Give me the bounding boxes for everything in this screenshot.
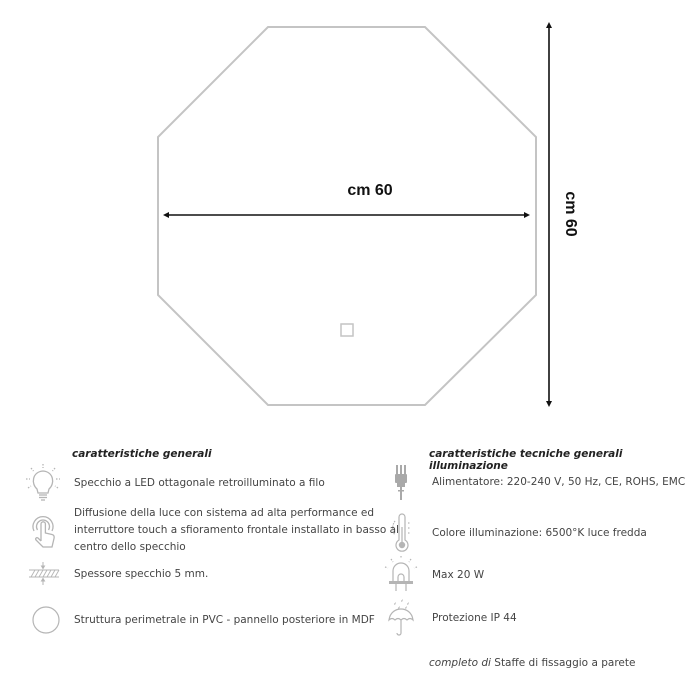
spec-ip-protection xyxy=(381,598,517,638)
included-accessories-note xyxy=(429,657,635,669)
feature-structure xyxy=(23,600,375,640)
touch-switch-square xyxy=(341,324,353,336)
plug-icon xyxy=(381,462,421,502)
spec-text: Protezione IP 44 xyxy=(432,611,517,624)
included-text: Staffe di fissaggio a parete xyxy=(490,657,636,669)
height-arrow xyxy=(546,22,552,407)
feature-text-line: interruttore touch a sfioramento frontale installato in basso al xyxy=(74,524,399,536)
feature-text-line: Diffusione della luce con sistema ad alta performance ed xyxy=(74,507,375,519)
included-label: completo di xyxy=(429,657,491,669)
width-dimension-label: cm 60 xyxy=(347,182,393,199)
umbrella-rain-icon xyxy=(381,598,421,638)
feature-touch-switch xyxy=(23,505,399,556)
thermometer-icon xyxy=(381,513,421,553)
spec-max-power xyxy=(381,555,484,595)
touch-icon xyxy=(23,511,63,551)
octagon-outline xyxy=(158,27,536,405)
feature-text: Struttura perimetrale in PVC - pannello posteriore in MDF xyxy=(74,613,375,626)
feature-text-line: centro dello specchio xyxy=(74,541,186,553)
spec-text: Alimentatore: 220-240 V, 50 Hz, CE, ROHS, EMC xyxy=(432,475,686,488)
spec-text: Max 20 W xyxy=(432,568,485,581)
width-arrow xyxy=(163,212,530,218)
lightbulb-icon xyxy=(23,463,63,503)
spec-light-color xyxy=(381,513,647,553)
feature-text: Spessore specchio 5 mm. xyxy=(74,567,209,580)
lighting-specs-title: caratteristiche tecniche generali illuminazione xyxy=(429,448,623,472)
general-features-title: caratteristiche generali xyxy=(72,448,212,460)
feature-thickness xyxy=(23,554,208,594)
spec-text: Colore illuminazione: 6500°K luce fredda xyxy=(432,526,647,539)
spec-power-supply xyxy=(381,462,685,502)
feature-text-multiline xyxy=(74,505,399,556)
circle-icon xyxy=(23,600,63,640)
height-dimension-label: cm 60 xyxy=(562,191,579,237)
led-icon xyxy=(381,555,421,595)
feature-text: Specchio a LED ottagonale retroilluminato a filo xyxy=(74,476,325,489)
thickness-icon xyxy=(23,554,63,594)
feature-led-mirror xyxy=(23,463,325,503)
